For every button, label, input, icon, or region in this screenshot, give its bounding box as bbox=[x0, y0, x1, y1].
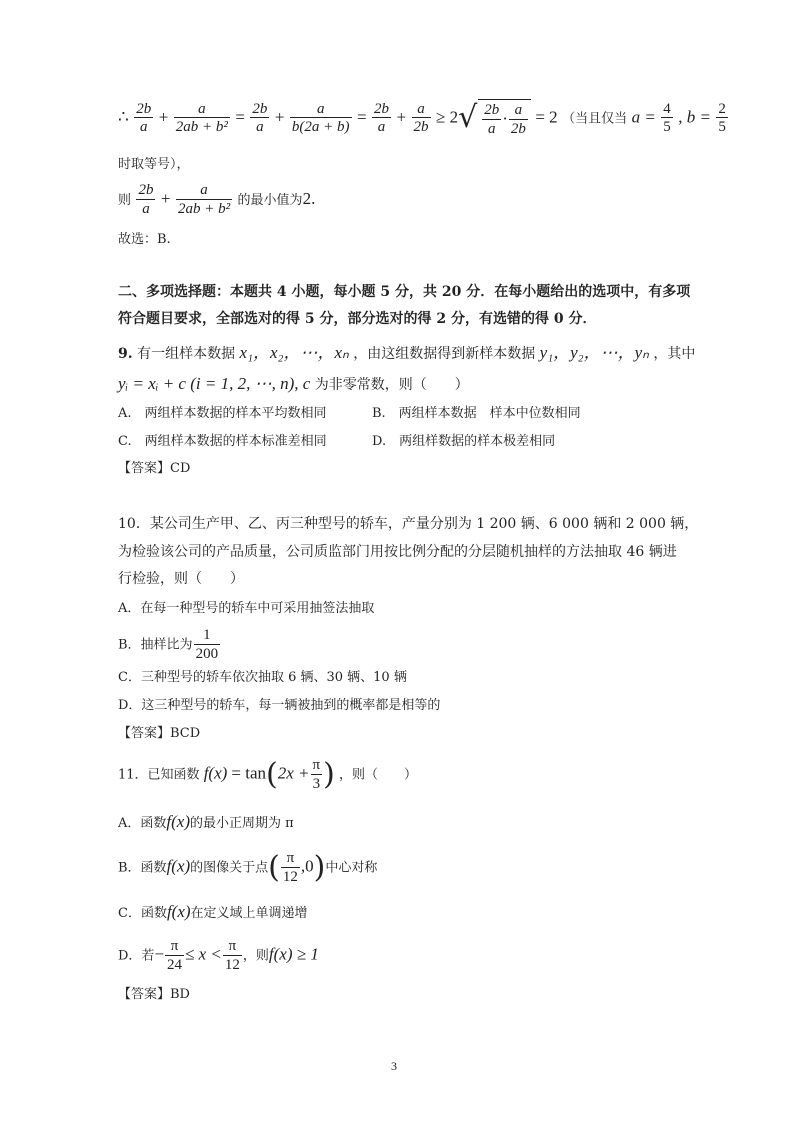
question-number: 9. bbox=[118, 346, 133, 362]
question-10-line-1: 10．某公司生产甲、乙、丙三种型号的轿车，产量分别为 1 200 辆、6 000 辆和 2 000 辆， bbox=[118, 516, 699, 532]
question-11-stem: 11．已知函数 f(x) = tan(2x + $\frac{\pi}{3}$ ) ，则（ ） bbox=[118, 756, 417, 792]
question-10-line-3: 行检验，则（ ） bbox=[118, 571, 244, 587]
q11-answer: 【答案】BD bbox=[118, 987, 190, 1002]
q11-option-b: B．函数f(x)的图像关于点( $\frac{\pi}{12}$ ,0)中心对称 bbox=[118, 849, 378, 885]
fraction-2b-over-a: $\frac{2b}{a}$ bbox=[136, 100, 152, 135]
fraction-a-over-b-2a-b: $\frac{a}{b(2a + b)}$ bbox=[291, 100, 350, 135]
page-number: 3 bbox=[391, 1059, 397, 1073]
question-9-stem-2: yᵢ = xᵢ + c (i = 1, 2, ⋯, n), c 为非零常数，则（ ） bbox=[118, 374, 469, 393]
q10-option-b: B．抽样比为 $\frac{1}{200}$ bbox=[118, 627, 219, 662]
minimum-value-line: 则 $\frac{2b}{a}$ + $\frac{a}{\text{2ab + b²}}$ 的最小值为2. bbox=[118, 182, 316, 217]
fraction-a-over-2ab-b2: $\frac{a}{\text{2ab + b²}}$ bbox=[175, 100, 228, 135]
condition-text: （当且仅当 bbox=[562, 111, 628, 127]
min-value: 2 bbox=[302, 188, 312, 208]
fraction-2b-over-a-3: $\frac{2b}{a}$ bbox=[374, 100, 390, 135]
q11-option-a: A．函数f(x)的最小正周期为 π bbox=[118, 812, 294, 831]
question-9-stem: 9. 有一组样本数据 x₁，x₂，⋯，xₙ ，由这组数据得到新样本数据 y₁，y₂，⋯，yₙ ，其中 bbox=[118, 343, 696, 362]
question-10-line-2: 为检验该公司的产品质量，公司质监部门用按比例分配的分层随机抽样的方法抽取 46 辆进 bbox=[118, 544, 677, 560]
q9-answer: 【答案】CD bbox=[118, 461, 191, 476]
q11-option-d: D．若− $\frac{\pi}{24}$ ≤ x < $\frac{\pi}{12}$ ，则f(x) ≥ 1 bbox=[118, 938, 319, 973]
q10-answer: 【答案】BCD bbox=[118, 726, 201, 741]
fraction-2b-over-a-2: $\frac{2b}{a}$ bbox=[252, 100, 268, 135]
sqrt-icon: √ bbox=[458, 100, 478, 136]
equality-condition-line: 时取等号）， bbox=[118, 157, 190, 172]
q10-option-d: D．这三种型号的轿车，每一辆被抽到的概率都是相等的 bbox=[118, 698, 441, 713]
q9-option-c: C. 两组样本数据的样本标准差相同 bbox=[118, 434, 327, 449]
q9-option-b: B. 两组样本数据 样本中位数相同 bbox=[372, 406, 581, 421]
sqrt-content: $\frac{2b}{a}$ · $\frac{a}{2b}$ bbox=[478, 99, 531, 138]
section-title-line-1: 二、多项选择题：本题共 4 小题，每小题 5 分，共 20 分．在每小题给出的选项中，有多项 bbox=[118, 284, 691, 300]
section-title-line-2: 符合题目要求，全部选对的得 5 分，部分选对的得 2 分，有选错的得 0 分． bbox=[118, 311, 597, 327]
choose-answer-line: 故选：B. bbox=[118, 232, 171, 247]
solution-formula-line: ∴ $\frac{2b}{a}$ + $\frac{a}{\text{2ab + b²}}$ = $\frac{2b}{a}$ + $\frac{a}{b(2a + b)}$ = $\frac{2b}{a}$ + $\frac{a}{2b}$ ≥ 2√ $\frac{2b}{a}$ · $\frac{a}{2b}$ = 2 （当且仅当 a = $\frac{4}{5}$ , b = $\frac{2}{5}$ bbox=[118, 100, 726, 137]
q10-option-c: C．三种型号的轿车依次抽取 6 辆、30 辆、10 辆 bbox=[118, 670, 407, 685]
q10-option-a: A．在每一种型号的轿车中可采用抽签法抽取 bbox=[118, 601, 375, 616]
therefore-symbol: ∴ bbox=[118, 107, 129, 127]
q9-option-d: D. 两组样数据的样本极差相同 bbox=[372, 434, 556, 449]
q9-option-a: A. 两组样本数据的样本平均数相同 bbox=[118, 406, 327, 421]
q11-option-c: C．函数f(x)在定义域上单调递增 bbox=[118, 902, 308, 921]
fraction-a-over-2b: $\frac{a}{2b}$ bbox=[413, 100, 429, 135]
